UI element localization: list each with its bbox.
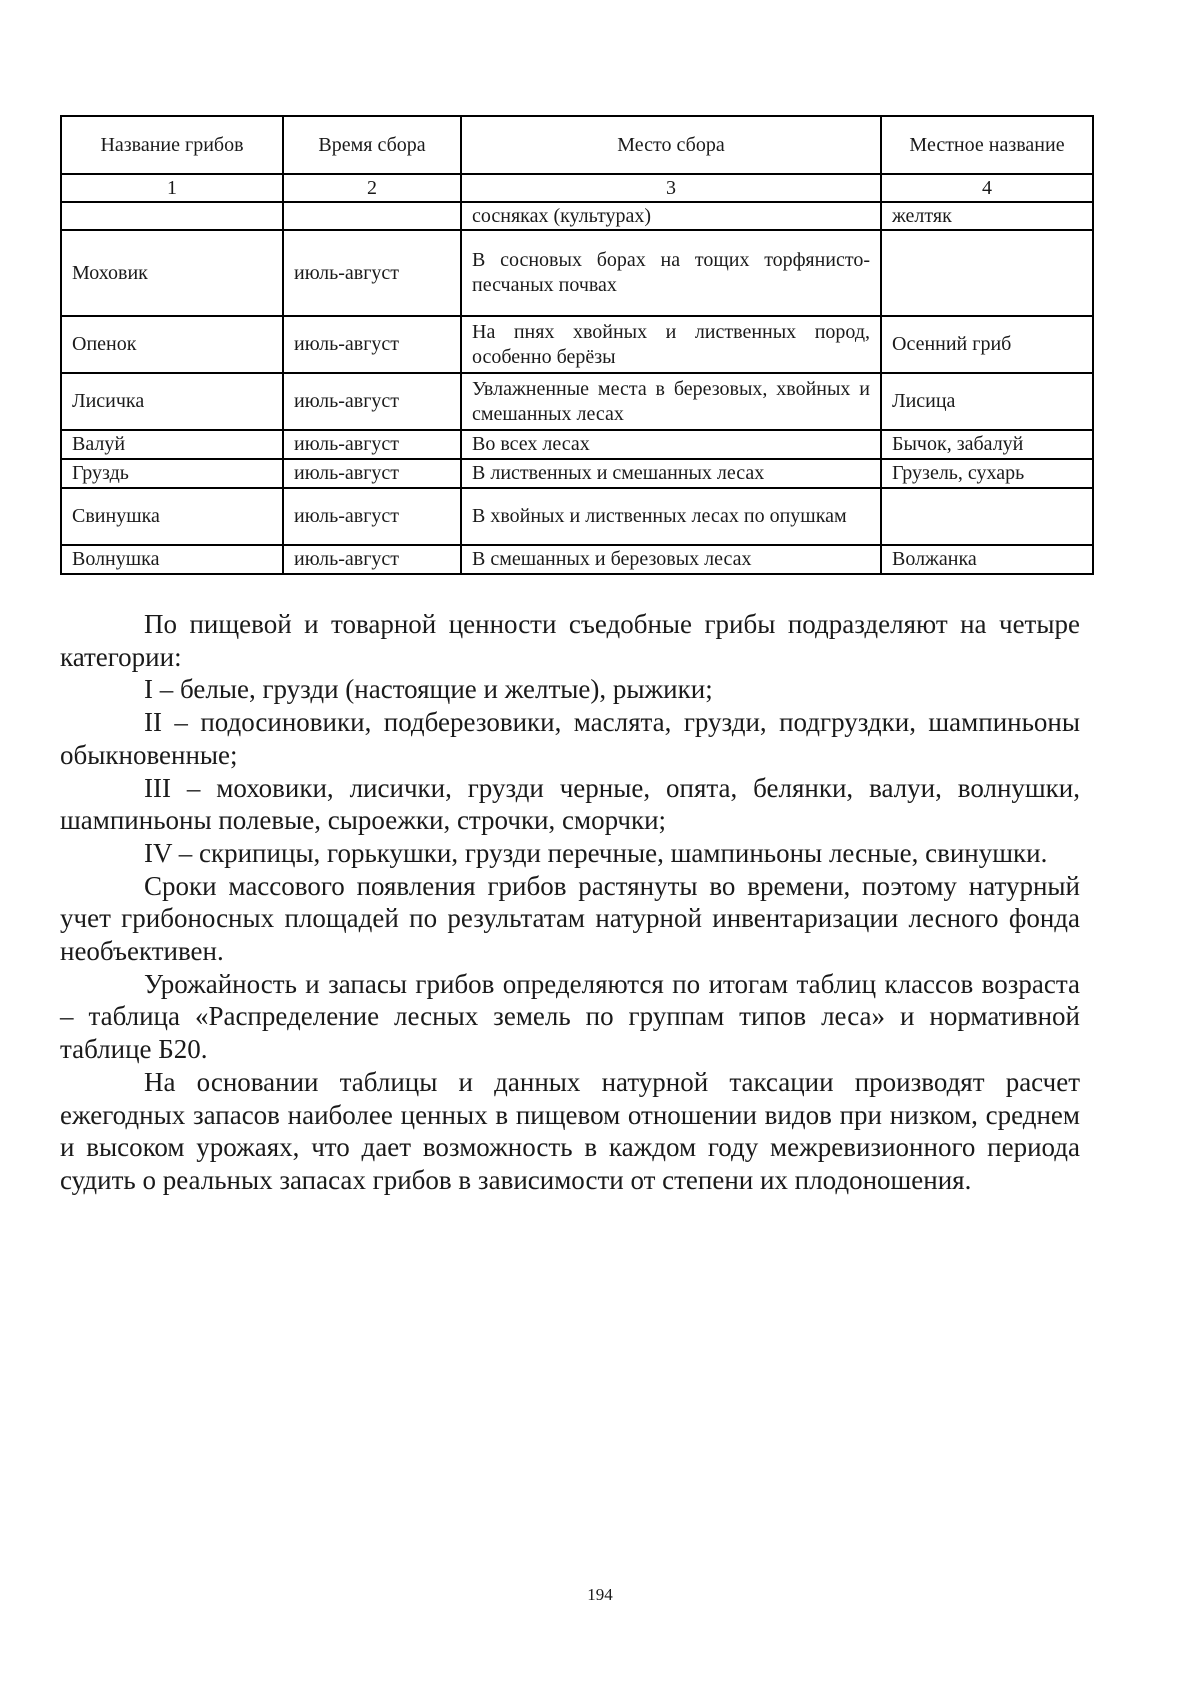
- local-name: Бычок, забалуй: [881, 430, 1093, 459]
- table-row: [61, 373, 1093, 430]
- table-header-row: [61, 116, 1093, 174]
- collection-time: июль-август: [283, 316, 461, 373]
- mushroom-name: Лисичка: [61, 373, 283, 430]
- paragraph: IV – скрипицы, горькушки, грузди перечные, шампиньоны лесные, свинушки.: [144, 837, 1048, 868]
- collection-time: июль-август: [283, 459, 461, 488]
- collection-place: В смешанных и березовых лесах: [461, 545, 881, 574]
- collection-place: В сосновых борах на тощих торфянисто-песчаных почвах: [461, 230, 881, 316]
- mushroom-name: Моховик: [61, 230, 283, 316]
- collection-place: В хвойных и лиственных лесах по опушкам: [461, 488, 881, 545]
- paragraph: По пищевой и товарной ценности съедобные грибы подразделяют на четыре категории:: [60, 609, 1080, 672]
- paragraph: III – моховики, лисички, грузди черные, опята, белянки, валуи, волнушки, шампиньоны полевые, сыроежки, строчки, сморчки;: [60, 772, 1080, 836]
- local-name: [881, 230, 1093, 316]
- mushroom-table: [60, 115, 1094, 575]
- table-row: [61, 545, 1093, 574]
- collection-time: июль-август: [283, 430, 461, 459]
- header-local-name: Местное название: [881, 116, 1093, 174]
- header-name: Название грибов: [61, 116, 283, 174]
- collection-time: июль-август: [283, 373, 461, 430]
- collection-time: [283, 202, 461, 230]
- local-name: Лисица: [881, 373, 1093, 430]
- mushroom-name: Опенок: [61, 316, 283, 373]
- table-row: [61, 316, 1093, 373]
- page-number: 194: [587, 1585, 613, 1604]
- collection-time: июль-август: [283, 545, 461, 574]
- local-name: Осенний гриб: [881, 316, 1093, 373]
- column-number: 2: [283, 174, 461, 202]
- collection-place: Во всех лесах: [461, 430, 881, 459]
- local-name: желтяк: [881, 202, 1093, 230]
- mushroom-name: Груздь: [61, 459, 283, 488]
- table-row: [61, 430, 1093, 459]
- column-number-row: [61, 174, 1093, 202]
- collection-time: июль-август: [283, 230, 461, 316]
- body-text: [60, 608, 1080, 1197]
- table-row: [61, 459, 1093, 488]
- paragraph: На основании таблицы и данных натурной таксации производят расчет ежегодных запасов наиболее ценных в пищевом отношении видов при низком, среднем и высоком урожаях, что дает возможность в каждом году межревизионного периода судить о реальных запасах грибов в зависимости от степени их плодоношения.: [60, 1066, 1080, 1195]
- mushroom-name: Волнушка: [61, 545, 283, 574]
- collection-place: На пнях хвойных и лиственных пород, особенно берёзы: [461, 316, 881, 373]
- table-row: [61, 202, 1093, 230]
- column-number: 3: [461, 174, 881, 202]
- collection-place: В лиственных и смешанных лесах: [461, 459, 881, 488]
- collection-place: сосняках (культурах): [461, 202, 881, 230]
- mushroom-name: Валуй: [61, 430, 283, 459]
- mushroom-name: Свинушка: [61, 488, 283, 545]
- collection-place: Увлажненные места в березовых, хвойных и смешанных лесах: [461, 373, 881, 430]
- header-time: Время сбора: [283, 116, 461, 174]
- column-number: 1: [61, 174, 283, 202]
- collection-time: июль-август: [283, 488, 461, 545]
- table-row: [61, 230, 1093, 316]
- local-name: [881, 488, 1093, 545]
- mushroom-name: [61, 202, 283, 230]
- header-place: Место сбора: [461, 116, 881, 174]
- paragraph: Сроки массового появления грибов растянуты во времени, поэтому натурный учет грибоносных площадей по результатам натурной инвентаризации лесного фонда необъективен.: [60, 870, 1080, 967]
- column-number: 4: [881, 174, 1093, 202]
- local-name: Грузель, сухарь: [881, 459, 1093, 488]
- paragraph: Урожайность и запасы грибов определяются по итогам таблиц классов возраста – таблица «Распределение лесных земель по группам типов леса» и нормативной таблице Б20.: [60, 968, 1080, 1065]
- paragraph: II – подосиновики, подберезовики, маслята, грузди, подгруздки, шампиньоны обыкновенные;: [60, 707, 1080, 770]
- local-name: Волжанка: [881, 545, 1093, 574]
- table-row: [61, 488, 1093, 545]
- paragraph: I – белые, грузди (настоящие и желтые), рыжики;: [144, 674, 713, 705]
